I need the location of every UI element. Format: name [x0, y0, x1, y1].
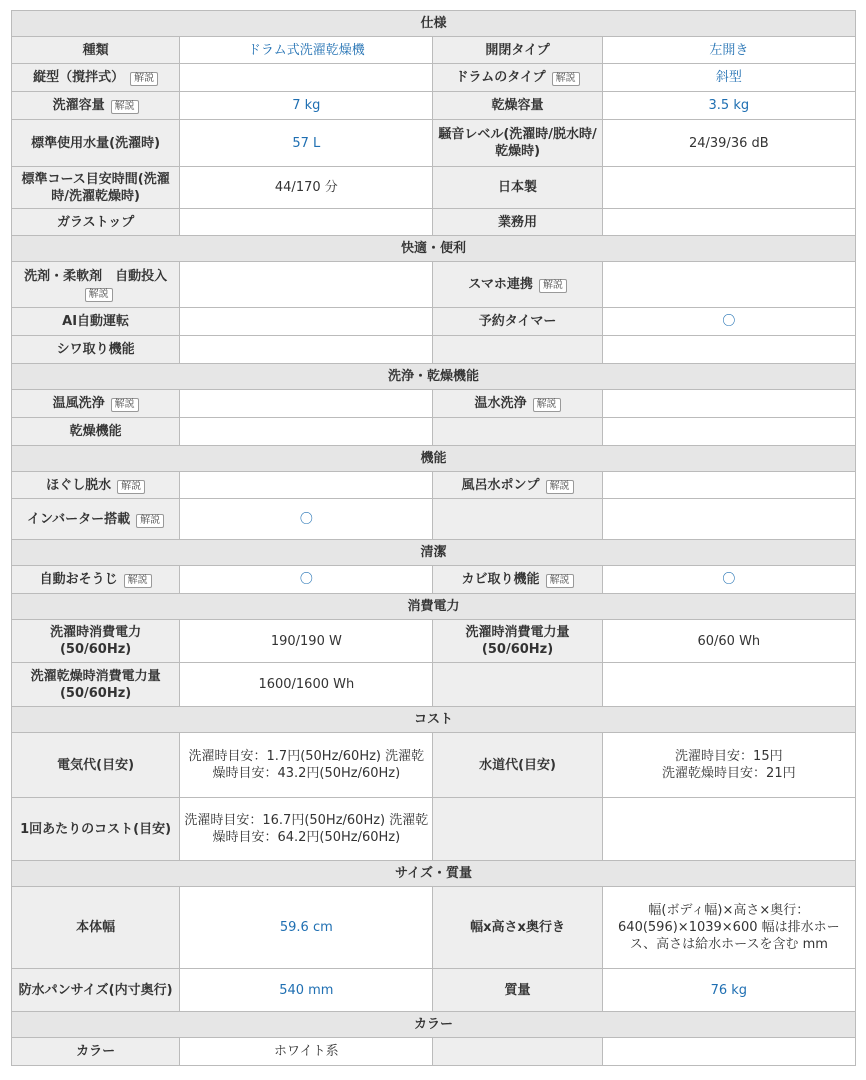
explanation-button[interactable]: 解説: [85, 288, 113, 302]
explanation-button[interactable]: 解説: [136, 514, 164, 528]
spec-label: [12, 472, 180, 499]
spec-label-text: 洗濯容量: [52, 98, 105, 113]
spec-label: [12, 390, 180, 418]
spec-table: [11, 10, 856, 1066]
section-header: [12, 236, 856, 262]
table-row: [12, 64, 856, 92]
spec-label-text: 風呂水ポンプ: [461, 477, 540, 493]
spec-value: [602, 209, 855, 236]
spec-label: [433, 37, 602, 64]
spec-label-text: ドラムのタイプ: [455, 70, 546, 85]
table-row: [12, 308, 856, 336]
spec-label: [12, 92, 180, 120]
spec-label-text: 自動おそうじ: [39, 572, 118, 587]
spec-value: [602, 336, 855, 364]
spec-label: [12, 566, 180, 594]
spec-value: [180, 336, 433, 364]
explanation-button[interactable]: 解説: [539, 279, 567, 293]
spec-value: [602, 167, 855, 209]
spec-label-text: AI自動運転: [62, 314, 130, 329]
explanation-button[interactable]: 解説: [533, 398, 561, 412]
table-row: [12, 620, 856, 663]
section-header: [12, 540, 856, 566]
spec-value: [180, 262, 433, 308]
table-row: [12, 733, 856, 798]
spec-value[interactable]: ドラム式洗濯乾燥機: [180, 37, 433, 64]
table-row: [12, 92, 856, 120]
spec-label-text: 乾燥機能: [69, 424, 122, 439]
spec-label-text: 温風洗浄: [52, 396, 105, 411]
spec-label-text: 幅x高さx奥行き: [470, 920, 565, 935]
spec-label-text: 質量: [504, 982, 531, 998]
spec-value: [180, 472, 433, 499]
spec-value[interactable]: 〇: [602, 566, 855, 594]
spec-label-text: 防水パンサイズ(内寸奥行): [18, 982, 173, 998]
spec-label: [433, 733, 602, 798]
spec-value[interactable]: 7 kg: [180, 92, 433, 120]
table-row: [12, 120, 856, 167]
table-row: [12, 499, 856, 540]
spec-label: [433, 418, 602, 446]
spec-label: [12, 499, 180, 540]
section-title: カラー: [12, 1012, 856, 1038]
spec-label: [12, 167, 180, 209]
spec-label-text: ガラストップ: [56, 214, 135, 230]
spec-label: [12, 336, 180, 364]
spec-label: [433, 390, 602, 418]
spec-value: [180, 209, 433, 236]
section-header: [12, 707, 856, 733]
spec-value: [602, 1038, 855, 1066]
spec-value[interactable]: 〇: [602, 308, 855, 336]
spec-value[interactable]: 〇: [180, 499, 433, 540]
spec-value: [602, 663, 855, 707]
spec-label: [433, 620, 602, 663]
explanation-button[interactable]: 解説: [117, 480, 145, 494]
spec-label-text: カラー: [76, 1044, 116, 1059]
spec-value: [180, 418, 433, 446]
spec-label: [433, 92, 602, 120]
explanation-button[interactable]: 解説: [552, 72, 580, 86]
spec-value[interactable]: 〇: [180, 566, 433, 594]
section-title: 洗浄・乾燥機能: [12, 364, 856, 390]
section-title: 清潔: [12, 540, 856, 566]
table-row: [12, 418, 856, 446]
spec-label-text: 洗濯乾燥時消費電力量(50/60Hz): [30, 668, 161, 701]
spec-value: [602, 418, 855, 446]
spec-label: [12, 37, 180, 64]
explanation-button[interactable]: 解説: [124, 574, 152, 588]
table-row: [12, 37, 856, 64]
spec-label-text: 洗濯時消費電力(50/60Hz): [50, 625, 142, 657]
spec-value: [180, 308, 433, 336]
spec-label: [12, 1038, 180, 1066]
table-row: [12, 566, 856, 594]
spec-label-text: 騒音レベル(洗濯時/脱水時/乾燥時): [438, 127, 597, 159]
spec-label: [12, 209, 180, 236]
spec-label-text: 標準使用水量(洗濯時): [31, 135, 161, 151]
spec-label: [12, 798, 180, 861]
table-row: [12, 390, 856, 418]
spec-label: [433, 798, 602, 861]
spec-value: [602, 798, 855, 861]
spec-label: [433, 64, 602, 92]
spec-label: [433, 969, 602, 1012]
table-row: [12, 209, 856, 236]
spec-value: 洗濯時目安：15円 洗濯乾燥時目安：21円: [602, 733, 855, 798]
spec-value: 44/170 分: [180, 167, 433, 209]
explanation-button[interactable]: 解説: [111, 398, 139, 412]
table-row: [12, 167, 856, 209]
spec-label: [12, 64, 180, 92]
explanation-button[interactable]: 解説: [546, 480, 574, 494]
spec-value: [602, 472, 855, 499]
spec-label-text: 温水洗浄: [474, 396, 527, 411]
spec-label: [433, 499, 602, 540]
spec-label-text: 開閉タイプ: [485, 42, 550, 58]
spec-label: [12, 418, 180, 446]
explanation-button[interactable]: 解説: [130, 72, 158, 86]
spec-value: [602, 499, 855, 540]
spec-label: [433, 663, 602, 707]
spec-label-text: 縦型（撹拌式）: [33, 70, 125, 85]
spec-label-text: スマホ連携: [468, 277, 533, 292]
spec-value: ホワイト系: [180, 1038, 433, 1066]
spec-label-text: 業務用: [498, 214, 538, 230]
explanation-button[interactable]: 解説: [546, 574, 574, 588]
section-header: [12, 446, 856, 472]
section-title: 機能: [12, 446, 856, 472]
spec-label-text: 本体幅: [76, 920, 116, 935]
spec-label: [433, 336, 602, 364]
section-title: 快適・便利: [12, 236, 856, 262]
section-title: コスト: [12, 707, 856, 733]
spec-label: [12, 308, 180, 336]
spec-label-text: 日本製: [498, 180, 538, 195]
spec-value: 24/39/36 dB: [602, 120, 855, 167]
table-row: [12, 969, 856, 1012]
spec-label-text: 洗剤・柔軟剤 自動投入: [24, 268, 168, 284]
spec-label: [12, 887, 180, 969]
section-header: [12, 11, 856, 37]
spec-label-text: 洗濯時消費電力量(50/60Hz): [465, 625, 570, 657]
spec-label: [12, 620, 180, 663]
spec-label: [433, 308, 602, 336]
section-title: 消費電力: [12, 594, 856, 620]
spec-label-text: 1回あたりのコスト(目安): [20, 821, 172, 837]
spec-value: [180, 390, 433, 418]
section-header: [12, 1012, 856, 1038]
section-title: 仕様: [12, 11, 856, 37]
spec-value: 洗濯時目安：1.7円(50Hz/60Hz) 洗濯乾燥時目安：43.2円(50Hz/60Hz): [180, 733, 433, 798]
spec-value: [180, 64, 433, 92]
spec-value: [602, 262, 855, 308]
spec-value[interactable]: 59.6 cm: [180, 887, 433, 969]
table-row: [12, 887, 856, 969]
spec-label: [433, 1038, 602, 1066]
spec-value[interactable]: 左開き: [602, 37, 855, 64]
spec-value[interactable]: 3.5 kg: [602, 92, 855, 120]
spec-label: [433, 209, 602, 236]
spec-label-text: ほぐし脱水: [46, 477, 112, 493]
section-header: [12, 594, 856, 620]
table-row: [12, 336, 856, 364]
table-row: [12, 1038, 856, 1066]
section-header: [12, 364, 856, 390]
spec-value: 60/60 Wh: [602, 620, 855, 663]
spec-value[interactable]: 57 L: [180, 120, 433, 167]
spec-label-text: 種類: [82, 42, 109, 58]
spec-label: [433, 566, 602, 594]
spec-label-text: 電気代(目安): [57, 757, 135, 773]
spec-value: 洗濯時目安：16.7円(50Hz/60Hz) 洗濯乾燥時目安：64.2円(50Hz/60Hz): [180, 798, 433, 861]
table-row: [12, 472, 856, 499]
spec-value: 幅(ボディ幅)×高さ×奥行：640(596)×1039×600 幅は排水ホース、高さは給水ホースを含む mm: [602, 887, 855, 969]
spec-label-text: シワ取り機能: [56, 342, 135, 357]
spec-label: [433, 472, 602, 499]
spec-value: 190/190 W: [180, 620, 433, 663]
spec-value[interactable]: 斜型: [602, 64, 855, 92]
spec-label-text: 標準コース目安時間(洗濯時/洗濯乾燥時): [21, 171, 170, 204]
spec-value: [602, 390, 855, 418]
section-header: [12, 861, 856, 887]
spec-label: [433, 887, 602, 969]
section-title: サイズ・質量: [12, 861, 856, 887]
spec-label-text: インバーター搭載: [27, 511, 131, 527]
spec-label: [433, 120, 602, 167]
spec-label: [12, 262, 180, 308]
spec-value: 1600/1600 Wh: [180, 663, 433, 707]
spec-label-text: 乾燥容量: [491, 98, 544, 113]
spec-label: [12, 969, 180, 1012]
spec-label: [12, 120, 180, 167]
spec-value[interactable]: 540 mm: [180, 969, 433, 1012]
table-row: [12, 262, 856, 308]
spec-label-text: 水道代(目安): [479, 757, 556, 773]
spec-value[interactable]: 76 kg: [602, 969, 855, 1012]
spec-label: [433, 262, 602, 308]
table-row: [12, 798, 856, 861]
spec-label: [12, 663, 180, 707]
table-row: [12, 663, 856, 707]
explanation-button[interactable]: 解説: [111, 100, 139, 114]
spec-label: [12, 733, 180, 798]
spec-label-text: カビ取り機能: [461, 572, 540, 587]
spec-label: [433, 167, 602, 209]
spec-label-text: 予約タイマー: [478, 314, 557, 329]
